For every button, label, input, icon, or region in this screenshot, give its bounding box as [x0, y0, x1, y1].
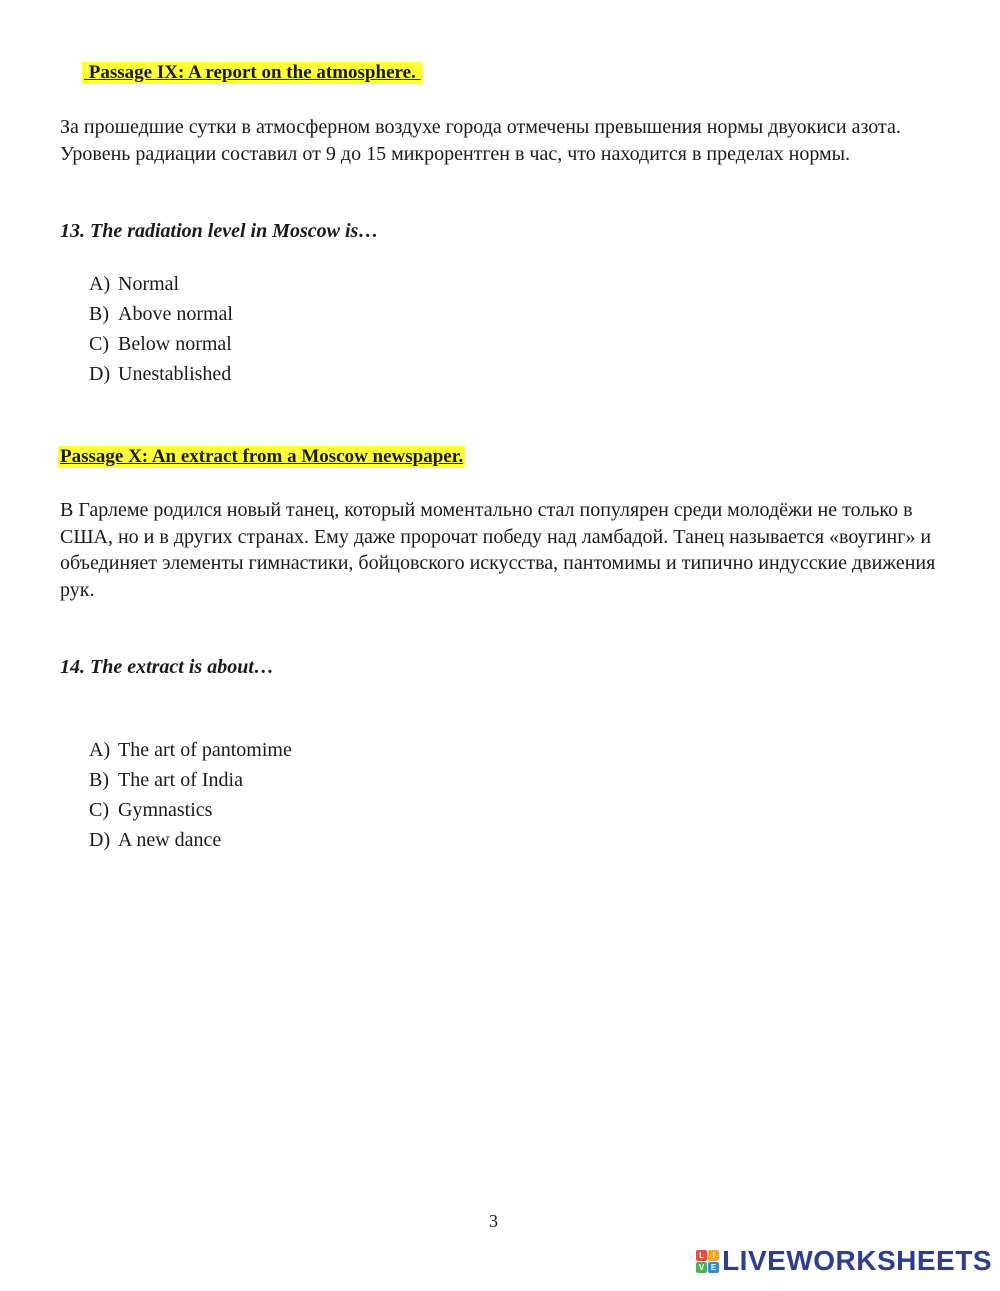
- passage-9-heading: Passage IX: A report on the atmosphere.: [84, 62, 421, 83]
- option-13-c[interactable]: C) Below normal: [89, 333, 232, 355]
- passage-10-heading: Passage X: An extract from a Moscow newspaper.: [60, 446, 464, 467]
- logo-letter-e: E: [708, 1262, 719, 1273]
- option-14-b[interactable]: B) The art of India: [89, 769, 243, 791]
- page-number: 3: [489, 1211, 498, 1231]
- question-14-options: [89, 735, 292, 855]
- logo-mark-icon: [696, 1250, 719, 1273]
- question-13-options: [89, 269, 233, 389]
- option-13-d[interactable]: D) Unestablished: [89, 363, 232, 385]
- option-14-c[interactable]: C) Gymnastics: [89, 799, 213, 821]
- option-13-b[interactable]: B) Above normal: [89, 303, 233, 325]
- logo-letter-i: I: [708, 1250, 719, 1261]
- logo-letter-l: L: [696, 1250, 707, 1261]
- liveworksheets-logo[interactable]: [696, 1245, 992, 1277]
- option-13-a[interactable]: A) Normal: [89, 273, 180, 295]
- logo-text: LIVEWORKSHEETS: [722, 1245, 992, 1276]
- logo-letter-v: V: [696, 1262, 707, 1273]
- passage-9-text: За прошедшие сутки в атмосферном воздухе города отмечены превышения нормы двуокиси азота. Уровень радиации составил от 9 до 15 микрорентген в час, что находится в пределах нормы.: [60, 116, 901, 165]
- option-14-a[interactable]: A) The art of pantomime: [89, 739, 292, 761]
- option-14-d[interactable]: D) A new dance: [89, 829, 222, 851]
- question-14-prompt: 14. The extract is about…: [60, 656, 274, 678]
- question-13-prompt: 13. The radiation level in Moscow is…: [60, 220, 379, 242]
- passage-10-text: В Гарлеме родился новый танец, который моментально стал популярен среди молодёжи не только в США, но и в других странах. Ему даже пророчат победу над ламбадой. Танец называется «воугинг» и объединяет элементы гимнастики, бойцовского искусства, пантомимы и типично индусские движения рук.: [60, 499, 936, 601]
